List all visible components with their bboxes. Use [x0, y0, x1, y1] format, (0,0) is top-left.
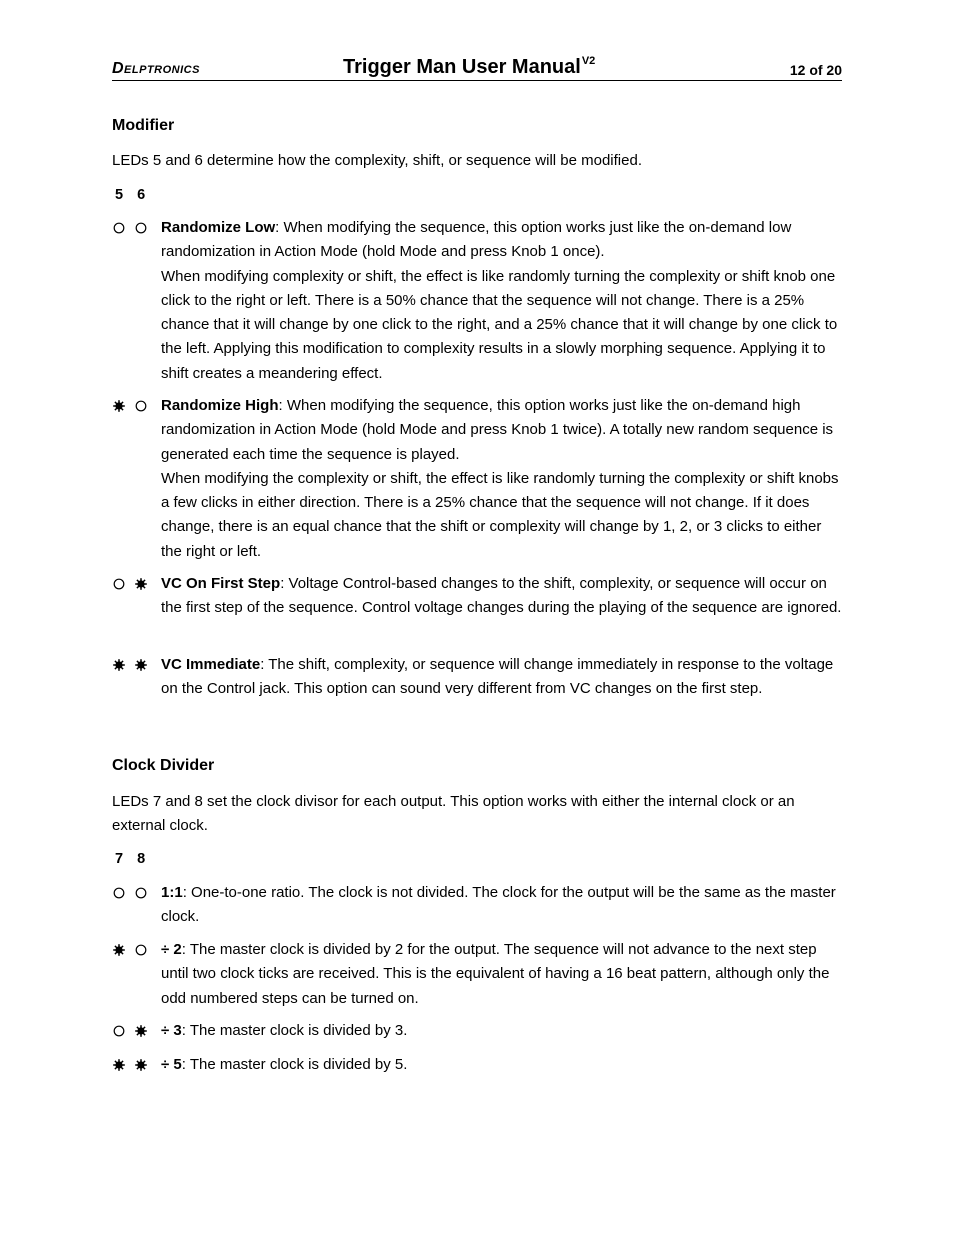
option-text: : One-to-one ratio. The clock is not divided. The clock for the output will be the same as the master clock.	[161, 884, 836, 926]
option-description	[161, 881, 843, 930]
option-text: : The master clock is divided by 2 for the output. The sequence will not advance to the next step until two clock ticks are received. This is the equivalent of having a 16 beat pattern, although only the odd numbered steps can be turned on.	[161, 941, 830, 1007]
option-description	[161, 572, 843, 621]
clock-divider-heading: Clock Divider	[112, 757, 215, 774]
option-text: : The master clock is divided by 3.	[181, 1022, 408, 1039]
document-title	[343, 55, 595, 79]
option-text: : When modifying the sequence, this option works just like the on-demand low randomization in Action Mode (hold Mode and press Knob 1 once).	[161, 219, 792, 261]
option-name: ÷ 3	[161, 1022, 182, 1039]
option-name: Randomize High	[161, 397, 279, 414]
led-on-icon	[113, 400, 125, 412]
option-description	[161, 938, 843, 1011]
option-description	[161, 216, 843, 386]
modifier-led-header: 5 6	[115, 187, 146, 203]
page-number: 12 of 20	[789, 62, 842, 78]
modifier-heading: Modifier	[112, 117, 175, 134]
clock-divider-intro: LEDs 7 and 8 set the clock divisor for each output. This option works with either the internal clock or an external clock.	[112, 793, 795, 835]
led-off-icon	[113, 578, 125, 590]
option-description	[161, 1019, 843, 1043]
led-on-icon	[135, 1025, 147, 1037]
option-text: : When modifying the sequence, this option works just like the on-demand high randomization in Action Mode (hold Mode and press Knob 1 twice). A totally new random sequence is generated each time the sequence is played.	[161, 397, 834, 463]
led-on-icon	[113, 944, 125, 956]
option-description	[161, 653, 843, 702]
option-name: ÷ 2	[161, 941, 182, 958]
led-off-icon	[113, 887, 125, 899]
brand-logo: Delptronics	[112, 60, 200, 77]
led-off-icon	[135, 944, 147, 956]
led-on-icon	[135, 578, 147, 590]
led-off-icon	[113, 222, 125, 234]
option-text-continued: When modifying the complexity or shift, the effect is like randomly turning the complexity or shift knobs a few clicks in either direction. There is a 25% chance that the sequence will not change. If it does change, there is an equal chance that the shift or complexity will change by 1, 2, or 3 clicks to either the right or left.	[161, 469, 839, 560]
option-description	[161, 394, 843, 564]
option-name: VC On First Step	[161, 575, 281, 592]
option-text: : Voltage Control-based changes to the shift, complexity, or sequence will occur on the first step of the sequence. Control voltage changes during the playing of the sequence are ignored.	[161, 575, 842, 617]
led-off-icon	[135, 400, 147, 412]
option-name: 1:1	[161, 884, 183, 901]
clock-divider-led-header: 7 8	[115, 851, 146, 867]
option-text-continued: When modifying complexity or shift, the effect is like randomly turning the complexity or shift knob one click to the right or left. There is a 50% chance that the sequence will not change. There is a 25% chance that it will change by one click to the right, and a 25% chance that it will change by one click to the left. Applying this modification to complexity results in a slowly morphing sequence. Applying it to shift creates a meandering effect.	[161, 267, 838, 382]
option-name: VC Immediate	[161, 656, 261, 673]
led-off-icon	[113, 1025, 125, 1037]
option-description	[161, 1053, 843, 1077]
page-header	[112, 52, 842, 81]
led-off-icon	[135, 222, 147, 234]
led-on-icon	[135, 1059, 147, 1071]
option-name: Randomize Low	[161, 219, 276, 236]
option-name: ÷ 5	[161, 1056, 182, 1073]
option-text: : The master clock is divided by 5.	[181, 1056, 408, 1073]
option-text: : The shift, complexity, or sequence will change immediately in response to the voltage on the Control jack. This option can sound very different from VC changes on the first step.	[161, 656, 834, 698]
document-version: V2	[581, 55, 596, 67]
led-on-icon	[135, 659, 147, 671]
led-on-icon	[113, 1059, 125, 1071]
led-off-icon	[135, 887, 147, 899]
led-on-icon	[113, 659, 125, 671]
modifier-intro: LEDs 5 and 6 determine how the complexity, shift, or sequence will be modified.	[112, 152, 642, 169]
document-title-text: Trigger Man User Manual	[343, 56, 581, 78]
